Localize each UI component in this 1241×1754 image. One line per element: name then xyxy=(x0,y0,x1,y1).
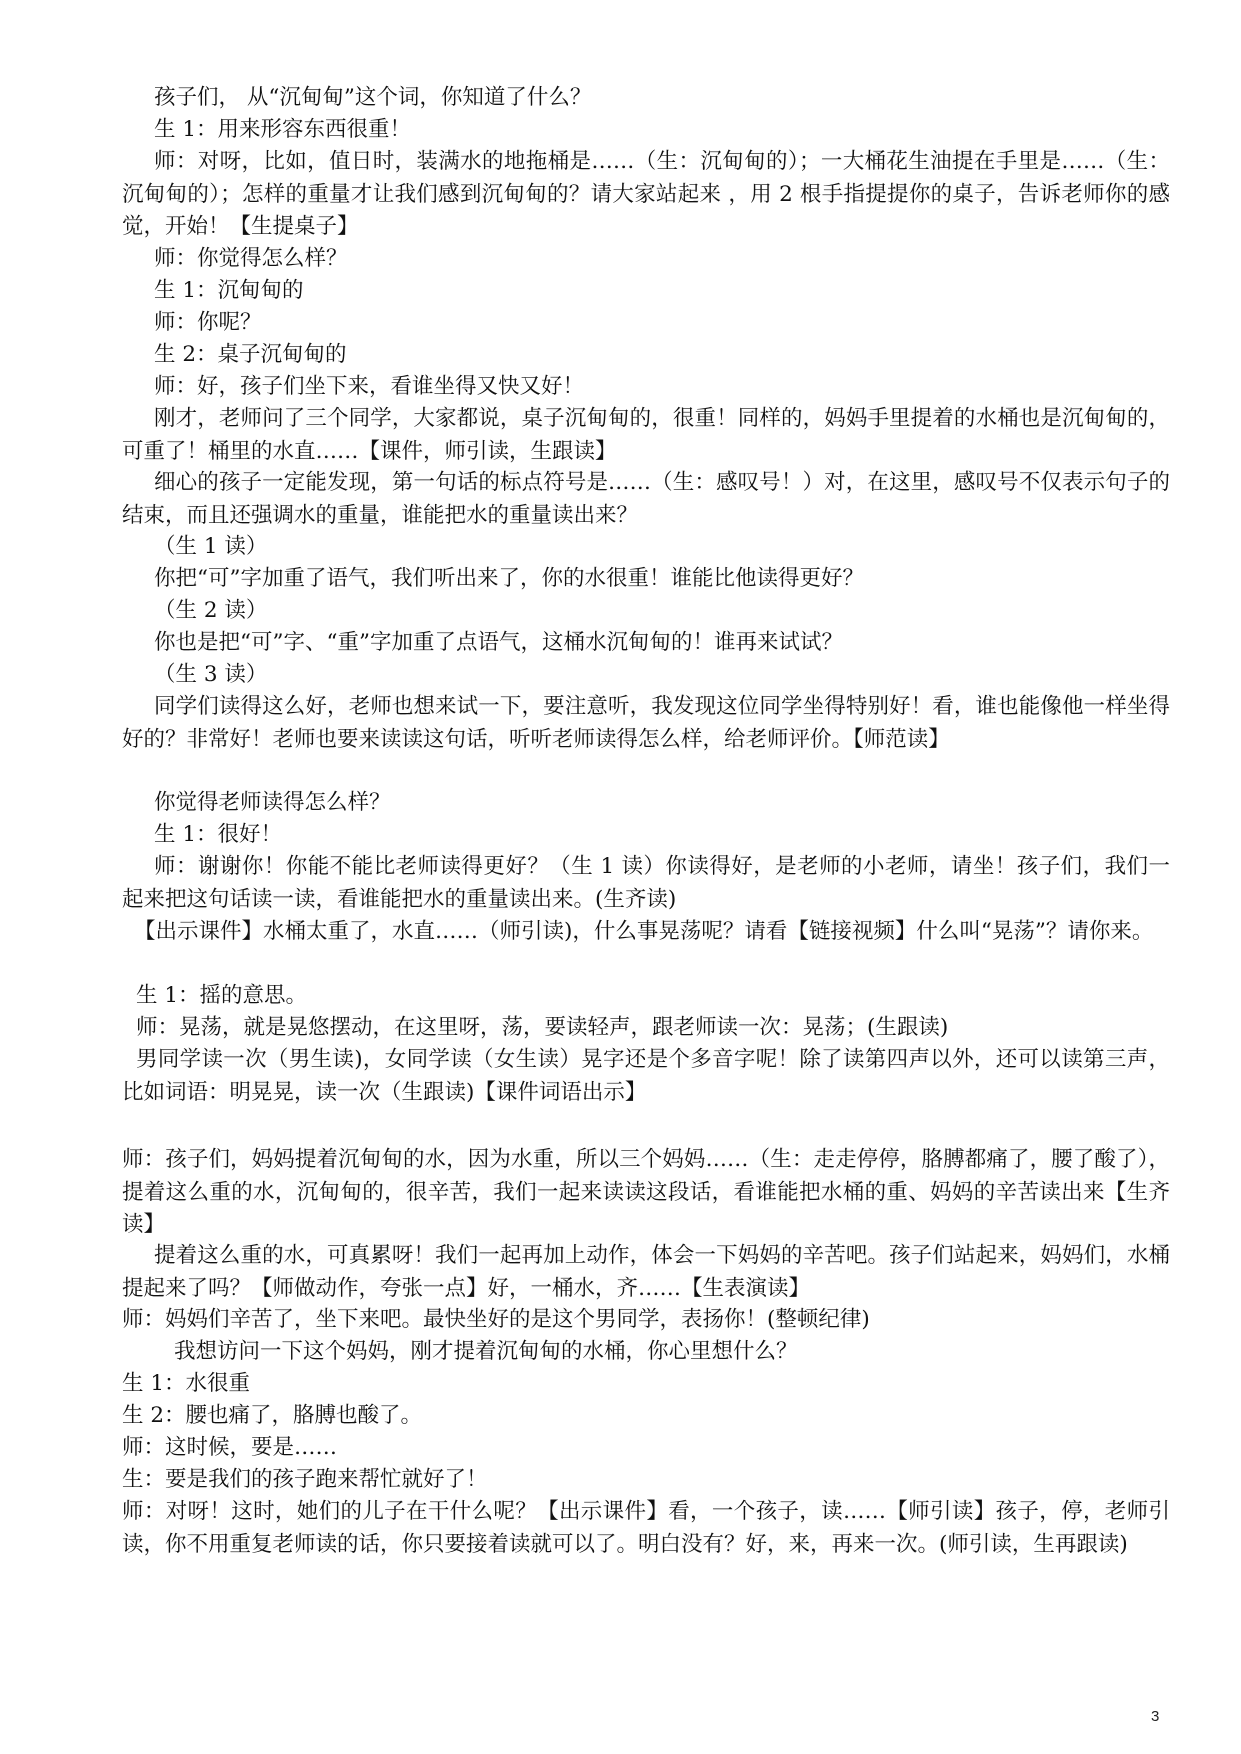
paragraph: 提着这么重的水，可真累呀！我们一起再加上动作，体会一下妈妈的辛苦吧。孩子们站起来，妈妈们，水桶提起来了吗？【师做动作，夸张一点】好，一桶水，齐……【生表演读】 xyxy=(122,1243,1170,1301)
paragraph: 生：要是我们的孩子跑来帮忙就好了！ xyxy=(122,1467,488,1492)
paragraph: 细心的孩子一定能发现，第一句话的标点符号是……（生：感叹号！）对，在这里，感叹号不仅表示句子的结束，而且还强调水的重量，谁能把水的重量读出来？ xyxy=(122,470,1170,528)
paragraph: 同学们读得这么好，老师也想来试一下，要注意听，我发现这位同学坐得特别好！看，谁也能像他一样坐得好的？非常好！老师也要来读读这句话，听听老师读得怎么样，给老师评价。【师范读】 xyxy=(122,694,1170,752)
paragraph: 师：好，孩子们坐下来，看谁坐得又快又好！ xyxy=(154,374,585,399)
paragraph: 师：你觉得怎么样？ xyxy=(154,246,348,271)
paragraph: 师：对呀，比如，值日时，装满水的地拖桶是……（生：沉甸甸的）；一大桶花生油提在手里是……（生：沉甸甸的）；怎样的重量才让我们感到沉甸甸的？请大家站起来 ，用 2 根手指提提你的桌子，告诉老师你的感觉，开始！【生提桌子】 xyxy=(122,149,1170,240)
paragraph: 你把“可”字加重了语气，我们听出来了，你的水很重！谁能比他读得更好？ xyxy=(154,566,864,591)
paragraph: 【出示课件】水桶太重了，水直……（师引读)，什么事晃荡呢？请看【链接视频】什么叫“晃荡”？请你来。 xyxy=(134,919,1154,944)
paragraph: 师：谢谢你！你能不能比老师读得更好？（生 1 读）你读得好，是老师的小老师，请坐！孩子们，我们一起来把这句话读一读，看谁能把水的重量读出来。(生齐读) xyxy=(122,854,1170,912)
paragraph: 师：对呀！这时，她们的儿子在干什么呢？【出示课件】看，一个孩子，读……【师引读】孩子，停，老师引读，你不用重复老师读的话，你只要接着读就可以了。明白没有？好，来，再来一次。(师引读，生再跟读) xyxy=(122,1499,1170,1557)
paragraph: 孩子们， 从“沉甸甸”这个词，你知道了什么？ xyxy=(154,85,592,110)
paragraph: 师：晃荡，就是晃悠摆动，在这里呀，荡，要读轻声，跟老师读一次：晃荡；(生跟读) xyxy=(136,1015,949,1040)
paragraph: 生 2：腰也痛了，胳膊也酸了。 xyxy=(122,1403,423,1428)
paragraph: 生 1：很好！ xyxy=(154,822,283,847)
paragraph: 生 1：水很重 xyxy=(122,1371,251,1396)
paragraph: 师：妈妈们辛苦了，坐下来吧。最快坐好的是这个男同学，表扬你！(整顿纪律) xyxy=(122,1307,870,1332)
paragraph: 生 2：桌子沉甸甸的 xyxy=(154,342,347,367)
paragraph: 生 1：用来形容东西很重！ xyxy=(154,117,412,142)
paragraph: 师：孩子们，妈妈提着沉甸甸的水，因为水重，所以三个妈妈……（生：走走停停，胳膊都痛了，腰了酸了），提着这么重的水，沉甸甸的，很辛苦，我们一起来读读这段话，看谁能把水桶的重、妈妈的辛苦读出来【生齐读】 xyxy=(122,1147,1170,1238)
page-number: 3 xyxy=(1151,1708,1160,1725)
paragraph: 生 1：沉甸甸的 xyxy=(154,278,304,303)
paragraph: 师：这时候，要是…… xyxy=(122,1435,338,1460)
paragraph: 你觉得老师读得怎么样？ xyxy=(154,790,391,815)
paragraph: 你也是把“可”字、“重”字加重了点语气，这桶水沉甸甸的！谁再来试试？ xyxy=(154,630,843,655)
paragraph: （生 2 读） xyxy=(154,598,268,623)
paragraph: 师：你呢？ xyxy=(154,310,262,335)
paragraph: 生 1：摇的意思。 xyxy=(136,983,308,1008)
paragraph: （生 3 读） xyxy=(154,662,268,687)
paragraph: 刚才，老师问了三个同学，大家都说，桌子沉甸甸的，很重！同样的，妈妈手里提着的水桶也是沉甸甸的，可重了！桶里的水直……【课件，师引读，生跟读】 xyxy=(122,406,1170,464)
paragraph: 我想访问一下这个妈妈，刚才提着沉甸甸的水桶，你心里想什么？ xyxy=(174,1339,798,1364)
paragraph: （生 1 读） xyxy=(154,534,268,559)
paragraph: 男同学读一次（男生读)，女同学读（女生读）晃字还是个多音字呢！除了读第四声以外，还可以读第三声，比如词语：明晃晃，读一次（生跟读)【课件词语出示】 xyxy=(122,1047,1170,1105)
